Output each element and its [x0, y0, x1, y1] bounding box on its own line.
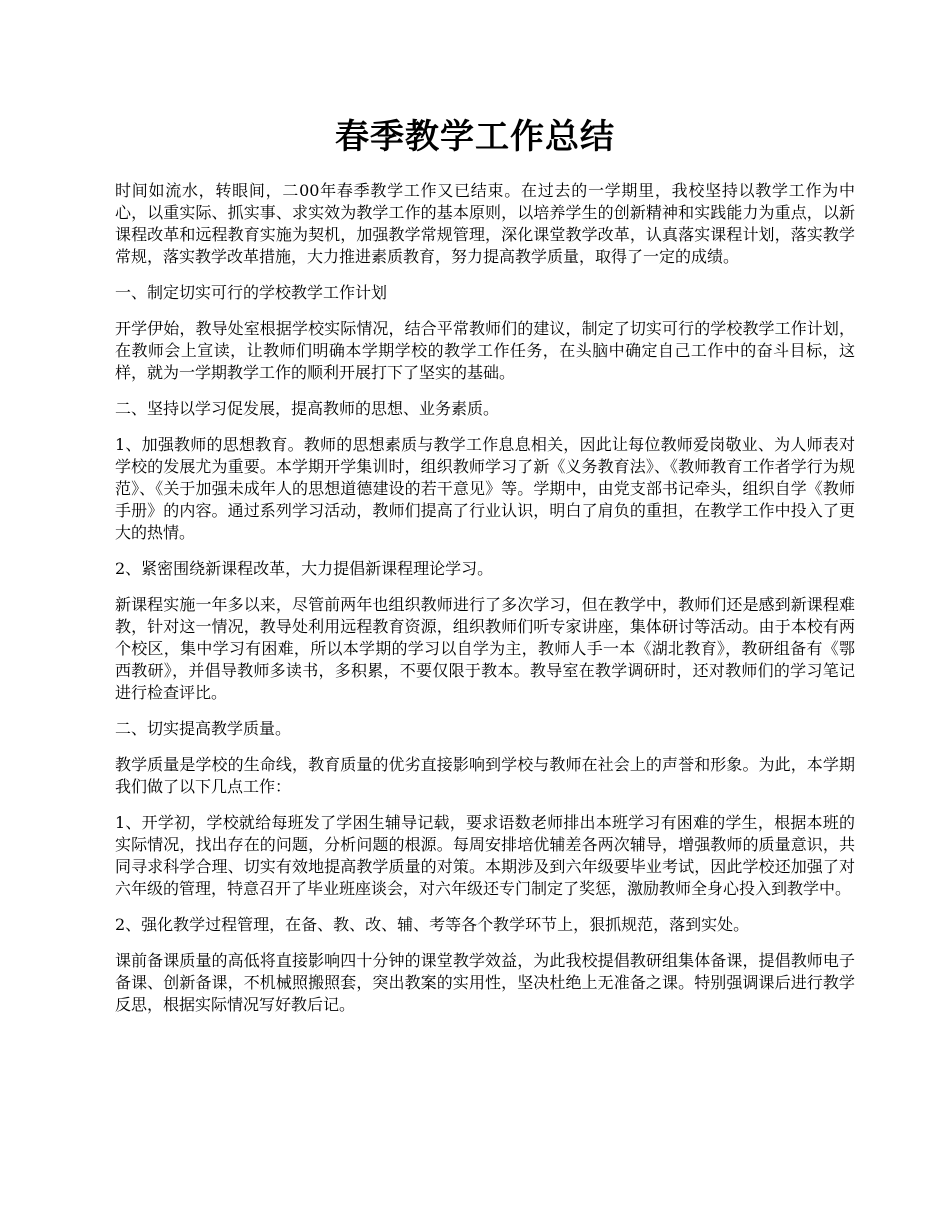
paragraph: 新课程实施一年多以来，尽管前两年也组织教师进行了多次学习，但在教学中，教师们还是感到新课程难教，针对这一情况，教导处利用远程教育资源，组织教师们听专家讲座，集体研讨等活动。由于本校有两个校区，集中学习有困难，所以本学期的学习以自学为主，教师人手一本《湖北教育》，教研组备有《鄂西教研》，并倡导教师多读书，多积累，不要仅限于教本。教导室在教学调研时，还对教师们的学习笔记进行检查评比。: [115, 595, 855, 702]
paragraph: 开学伊始，教导处室根据学校实际情况，结合平常教师们的建议，制定了切实可行的学校教学工作计划，在教师会上宣读，让教师们明确本学期学校的教学工作任务，在头脑中确定自己工作中的奋斗目标，这样，就为一学期教学工作的顺利开展打下了坚实的基础。: [115, 319, 855, 382]
section-heading: 二、切实提高教学质量。: [115, 719, 292, 738]
paragraph: 教学质量是学校的生命线，教育质量的优劣直接影响到学校与教师在社会上的声誉和形象。为此，本学期我们做了以下几点工作：: [115, 755, 855, 796]
document-title: 春季教学工作总结: [335, 117, 615, 157]
subsection-heading: 2、强化教学过程管理，在备、教、改、辅、考等各个教学环节上，狠抓规范，落到实处。: [115, 915, 750, 934]
document-body: [115, 180, 855, 1030]
section-heading: 二、坚持以学习促发展，提高教师的思想、业务素质。: [115, 399, 500, 418]
paragraph: 1、加强教师的思想教育。教师的思想素质与教学工作息息相关，因此让每位教师爱岗敬业、为人师表对学校的发展尤为重要。本学期开学集训时，组织教师学习了新《义务教育法》、《教师教育工作者学行为规范》、《关于加强未成年人的思想道德建设的若干意见》等。学期中，由党支部书记牵头，组织自学《教师手册》的内容。通过系列学习活动，教师们提高了行业认识，明白了肩负的重担，在教学工作中投入了更大的热情。: [115, 435, 855, 542]
paragraph: 课前备课质量的高低将直接影响四十分钟的课堂教学效益，为此我校提倡教研组集体备课，提倡教师电子备课、创新备课，不机械照搬照套，突出教案的实用性，坚决杜绝上无准备之课。特别强调课后进行教学反思，根据实际情况写好教后记。: [115, 951, 855, 1014]
subsection-heading: 2、紧密围绕新课程改革，大力提倡新课程理论学习。: [115, 559, 494, 578]
paragraph: 1、开学初，学校就给每班发了学困生辅导记载，要求语数老师排出本班学习有困难的学生，根据本班的实际情况，找出存在的问题，分析问题的根源。每周安排培优辅差各两次辅导，增强教师的质量意识，共同寻求科学合理、切实有效地提高教学质量的对策。本期涉及到六年级要毕业考试，因此学校还加强了对六年级的管理，特意召开了毕业班座谈会，对六年级还专门制定了奖惩，激励教师全身心投入到教学中。: [115, 813, 855, 898]
paragraph-intro: 时间如流水，转眼间，二00年春季教学工作又已结束。在过去的一学期里，我校坚持以教学工作为中心，以重实际、抓实事、求实效为教学工作的基本原则，以培养学生的创新精神和实践能力为重点，以新课程改革和远程教育实施为契机，加强教学常规管理，深化课堂教学改革，认真落实课程计划，落实教学常规，落实教学改革措施，大力推进素质教育，努力提高教学质量，取得了一定的成绩。: [115, 181, 855, 266]
section-heading: 一、制定切实可行的学校教学工作计划: [115, 283, 388, 302]
